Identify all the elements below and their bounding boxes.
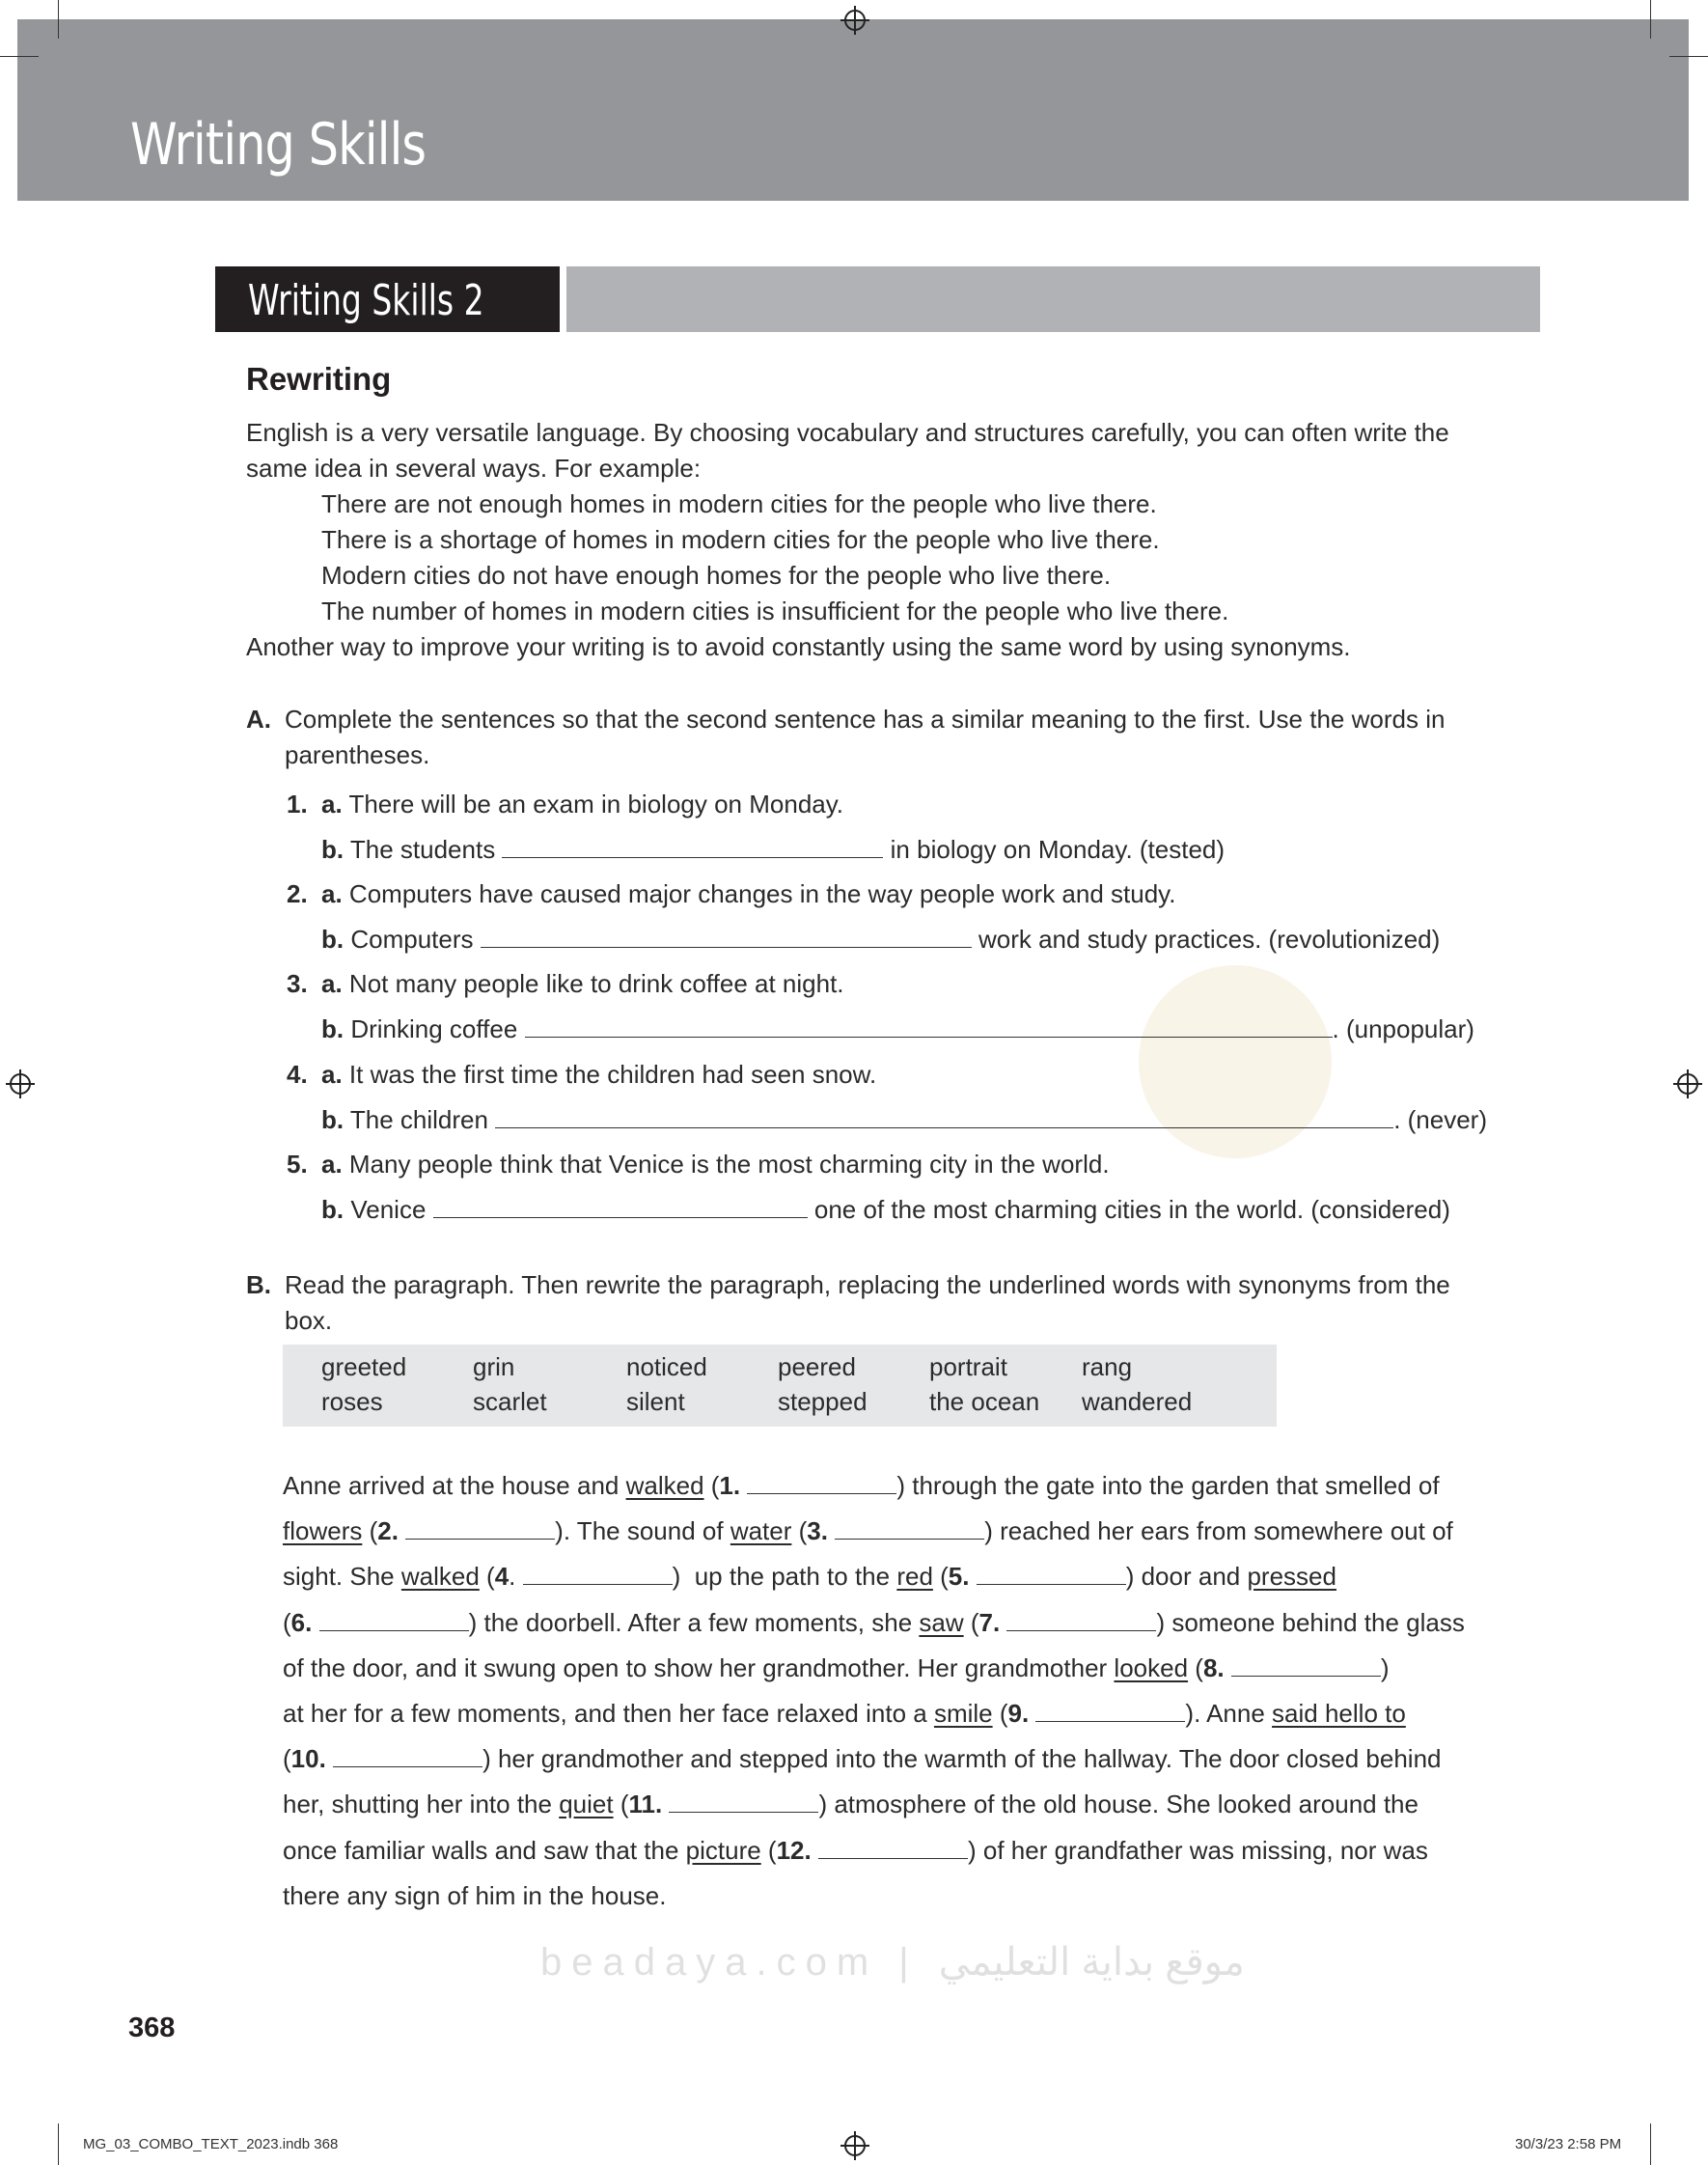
paragraph-text: ( xyxy=(362,1516,378,1546)
paragraph-line xyxy=(283,1878,666,1914)
paragraph-text: ) the doorbell. After a few moments, she xyxy=(468,1607,920,1637)
blank-number: 7. xyxy=(978,1607,1001,1637)
blank-number: 5. xyxy=(948,1562,970,1592)
paragraph-text: . xyxy=(509,1562,523,1592)
exercise-a-instructions: Complete the sentences so that the second sentence has a similar meaning to the first. Use the words in xyxy=(285,705,1446,734)
item-number: 5. xyxy=(287,1150,308,1179)
underlined-word: picture xyxy=(685,1835,761,1865)
item-a-sentence: Many people think that Venice is the most charming city in the world. xyxy=(348,1150,1110,1179)
underlined-word: pressed xyxy=(1247,1562,1336,1592)
answer-blank[interactable] xyxy=(525,1015,1333,1038)
paragraph-text: at her for a few moments, and then her face relaxed into a xyxy=(283,1699,934,1728)
item-number: 4. xyxy=(287,1060,308,1089)
paragraph-text: ( xyxy=(1188,1652,1203,1682)
item-number: 1. xyxy=(287,790,308,819)
paragraph-line xyxy=(283,1696,1406,1732)
registration-mark-icon xyxy=(844,10,866,31)
intro-line: English is a very versatile language. By choosing vocabulary and structures carefully, you can often write the xyxy=(246,418,1449,447)
underlined-word: flowers xyxy=(283,1516,363,1546)
paragraph-text: ( xyxy=(791,1516,808,1546)
paragraph-line xyxy=(283,1513,1453,1549)
paragraph-text: ) up the path to the xyxy=(672,1562,897,1592)
crop-mark xyxy=(0,56,39,57)
item-a xyxy=(287,876,1175,912)
registration-mark-icon xyxy=(844,2135,866,2156)
item-a-label: a. xyxy=(321,879,343,908)
word-box-item: silent xyxy=(626,1387,685,1416)
answer-blank[interactable] xyxy=(481,926,972,948)
item-number: 2. xyxy=(287,879,308,908)
exercise-b-instructions: Read the paragraph. Then rewrite the paragraph, replacing the underlined words with synonyms from the xyxy=(285,1270,1450,1299)
answer-blank[interactable] xyxy=(977,1563,1126,1585)
blank-number: 6. xyxy=(290,1607,313,1637)
paragraph-text: ). The sound of xyxy=(555,1516,730,1546)
word-box-item: wandered xyxy=(1082,1387,1193,1416)
answer-blank[interactable] xyxy=(669,1790,818,1813)
paragraph-text: Anne arrived at the house and xyxy=(283,1471,626,1500)
paragraph-line xyxy=(283,1833,1428,1869)
answer-blank[interactable] xyxy=(319,1609,469,1631)
word-box-item: the ocean xyxy=(929,1387,1040,1416)
footer-datetime: 30/3/23 2:58 PM xyxy=(1515,2136,1622,2152)
intro-closing: Another way to improve your writing is to avoid constantly using the same word by using synonyms. xyxy=(246,632,1351,661)
paragraph-line xyxy=(283,1605,1465,1641)
crop-mark xyxy=(58,0,59,39)
underlined-word: water xyxy=(730,1516,792,1546)
item-b-end: in biology on Monday. (tested) xyxy=(890,835,1226,864)
underlined-word: said hello to xyxy=(1272,1699,1406,1728)
answer-blank[interactable] xyxy=(405,1517,555,1540)
intro-line: same idea in several ways. For example: xyxy=(246,454,702,483)
underlined-word: walked xyxy=(625,1471,704,1500)
answer-blank[interactable] xyxy=(433,1196,808,1218)
item-b-start: Drinking coffee xyxy=(350,1014,518,1043)
paragraph-text xyxy=(312,1608,318,1637)
answer-blank[interactable] xyxy=(818,1837,968,1859)
paragraph-text: ( xyxy=(613,1790,629,1819)
word-box-item: portrait xyxy=(929,1352,1007,1381)
paragraph-text: ) atmosphere of the old house. She looked around the xyxy=(818,1790,1419,1819)
paragraph-text: ( xyxy=(963,1607,979,1637)
paragraph-text xyxy=(1225,1653,1231,1682)
answer-blank[interactable] xyxy=(747,1472,896,1494)
section-bar xyxy=(566,266,1540,332)
paragraph-text: her, shutting her into the xyxy=(283,1790,560,1819)
word-box-item: greeted xyxy=(321,1352,407,1381)
item-a-sentence: Computers have caused major changes in the way people work and study. xyxy=(348,879,1176,908)
exercise-a-instructions: parentheses. xyxy=(285,740,430,769)
chapter-banner xyxy=(17,19,1689,201)
item-a-label: a. xyxy=(321,1060,343,1089)
exercise-a-letter: A. xyxy=(246,705,271,734)
section-title-box xyxy=(215,266,560,332)
item-a-label: a. xyxy=(321,969,343,998)
item-number: 3. xyxy=(287,969,308,998)
footer-file: MG_03_COMBO_TEXT_2023.indb 368 xyxy=(83,2136,339,2152)
underlined-word: smile xyxy=(933,1699,993,1728)
item-b-start: The students xyxy=(349,835,496,864)
blank-number: 11. xyxy=(628,1790,663,1819)
item-a xyxy=(287,1057,876,1093)
item-b-start: The children xyxy=(349,1105,488,1134)
paragraph-text: ) through the gate into the garden that smelled of xyxy=(896,1471,1440,1500)
watermark-text: beadaya.com | موقع بداية التعليمي xyxy=(540,1941,1245,1984)
heading-rewriting: Rewriting xyxy=(246,361,392,397)
item-b xyxy=(321,1102,1487,1138)
item-a xyxy=(287,1147,1110,1182)
item-b-label: b. xyxy=(321,1105,344,1134)
item-b-label: b. xyxy=(321,1014,344,1043)
item-a xyxy=(287,966,844,1002)
item-a-sentence: There will be an exam in biology on Monday. xyxy=(348,790,844,819)
paragraph-line xyxy=(283,1559,1336,1595)
item-a-label: a. xyxy=(321,1150,343,1179)
registration-mark-icon xyxy=(1677,1073,1698,1095)
paragraph-text xyxy=(326,1744,333,1773)
paragraph-text: ) door and xyxy=(1125,1562,1248,1592)
item-b xyxy=(321,1012,1474,1047)
underlined-word: looked xyxy=(1114,1652,1189,1682)
example-sentence: There is a shortage of homes in modern cities for the people who live there. xyxy=(321,525,1160,554)
example-sentence: There are not enough homes in modern cities for the people who live there. xyxy=(321,489,1157,518)
item-b-label: b. xyxy=(321,925,344,954)
word-box-item: rang xyxy=(1082,1352,1133,1381)
item-b-end: . (never) xyxy=(1393,1105,1487,1134)
answer-blank[interactable] xyxy=(523,1563,673,1585)
paragraph-text xyxy=(828,1516,835,1545)
crop-mark xyxy=(58,2123,59,2165)
paragraph-line xyxy=(283,1651,1390,1686)
word-box-item: peered xyxy=(778,1352,856,1381)
answer-blank[interactable] xyxy=(502,836,883,858)
blank-number: 4 xyxy=(494,1562,510,1592)
paragraph-text: ) someone behind the glass xyxy=(1156,1607,1465,1637)
chapter-title: Writing Skills xyxy=(130,111,427,179)
paragraph-text: ) reached her ears from somewhere out of xyxy=(984,1516,1453,1546)
paragraph-text: of the door, and it swung open to show her grandmother. Her grandmother xyxy=(283,1652,1115,1682)
blank-number: 10. xyxy=(290,1744,326,1774)
paragraph-text: ( xyxy=(283,1607,291,1637)
item-b-start: Venice xyxy=(350,1195,427,1224)
paragraph-text xyxy=(969,1562,976,1591)
word-box-item: roses xyxy=(321,1387,383,1416)
paragraph-text xyxy=(1000,1608,1006,1637)
blank-number: 8. xyxy=(1202,1652,1225,1682)
crop-mark xyxy=(1650,2123,1651,2165)
item-b-label: b. xyxy=(321,1195,344,1224)
paragraph-text xyxy=(662,1790,669,1818)
crop-mark xyxy=(1650,0,1651,39)
item-b-end: . (unpopular) xyxy=(1332,1014,1474,1043)
paragraph-text: there any sign of him in the house. xyxy=(283,1880,667,1910)
answer-blank[interactable] xyxy=(333,1745,482,1767)
answer-blank[interactable] xyxy=(1231,1654,1381,1677)
answer-blank[interactable] xyxy=(1035,1700,1185,1722)
paragraph-text: ( xyxy=(283,1744,291,1774)
paragraph-text xyxy=(1029,1699,1035,1728)
item-b-start: Computers xyxy=(350,925,474,954)
blank-number: 9. xyxy=(1007,1699,1030,1728)
blank-number: 3. xyxy=(807,1516,828,1546)
underlined-word: saw xyxy=(919,1607,964,1637)
paragraph-text: ( xyxy=(479,1562,495,1592)
word-box xyxy=(283,1345,1277,1427)
paragraph-text: ). Anne xyxy=(1185,1699,1273,1728)
paragraph-text: once familiar walls and saw that the xyxy=(283,1835,686,1865)
item-a-sentence: Not many people like to drink coffee at night. xyxy=(348,969,844,998)
exercise-b-instructions: box. xyxy=(285,1306,333,1335)
crop-mark xyxy=(1669,56,1708,57)
item-a-sentence: It was the first time the children had seen snow. xyxy=(348,1060,877,1089)
item-b xyxy=(321,832,1225,868)
paragraph-line xyxy=(283,1468,1440,1504)
paragraph-text: ) her grandmother and stepped into the warmth of the hallway. The door closed behind xyxy=(482,1744,1442,1774)
paragraph-text xyxy=(740,1471,747,1500)
underlined-word: red xyxy=(896,1562,933,1592)
answer-blank[interactable] xyxy=(495,1106,1393,1128)
paragraph-text: ) of her grandfather was missing, nor was xyxy=(967,1835,1428,1865)
paragraph-text xyxy=(812,1836,818,1865)
word-box-item: noticed xyxy=(626,1352,707,1381)
paragraph-text: ( xyxy=(703,1471,720,1500)
blank-number: 2. xyxy=(377,1516,399,1546)
word-box-item: stepped xyxy=(778,1387,868,1416)
section-title: Writing Skills 2 xyxy=(248,276,484,325)
page-number: 368 xyxy=(128,2012,176,2043)
paragraph-line xyxy=(283,1787,1419,1822)
underlined-word: quiet xyxy=(559,1790,614,1819)
example-sentence: The number of homes in modern cities is insufficient for the people who live there. xyxy=(321,597,1229,625)
item-b-label: b. xyxy=(321,835,344,864)
item-b-end: one of the most charming cities in the world. (considered) xyxy=(813,1195,1450,1224)
word-box-item: grin xyxy=(473,1352,515,1381)
paragraph-text: ) xyxy=(1380,1652,1390,1682)
item-b xyxy=(321,1192,1450,1228)
item-a xyxy=(287,787,843,822)
exercise-b-letter: B. xyxy=(246,1270,271,1299)
answer-blank[interactable] xyxy=(1006,1609,1156,1631)
registration-mark-icon xyxy=(10,1073,31,1095)
underlined-word: walked xyxy=(400,1562,480,1592)
word-box-item: scarlet xyxy=(473,1387,547,1416)
item-b-end: work and study practices. (revolutionized) xyxy=(978,925,1441,954)
paragraph-text: ( xyxy=(932,1562,949,1592)
blank-number: 1. xyxy=(719,1471,741,1500)
paragraph-text xyxy=(399,1516,405,1545)
item-a-label: a. xyxy=(321,790,343,819)
paragraph-text: ( xyxy=(760,1835,777,1865)
item-b xyxy=(321,922,1440,958)
paragraph-line xyxy=(283,1741,1441,1777)
paragraph-text: sight. She xyxy=(283,1562,401,1592)
example-sentence: Modern cities do not have enough homes for the people who live there. xyxy=(321,561,1112,590)
answer-blank[interactable] xyxy=(835,1517,984,1540)
blank-number: 12. xyxy=(776,1835,812,1865)
paragraph-text: ( xyxy=(992,1699,1008,1728)
